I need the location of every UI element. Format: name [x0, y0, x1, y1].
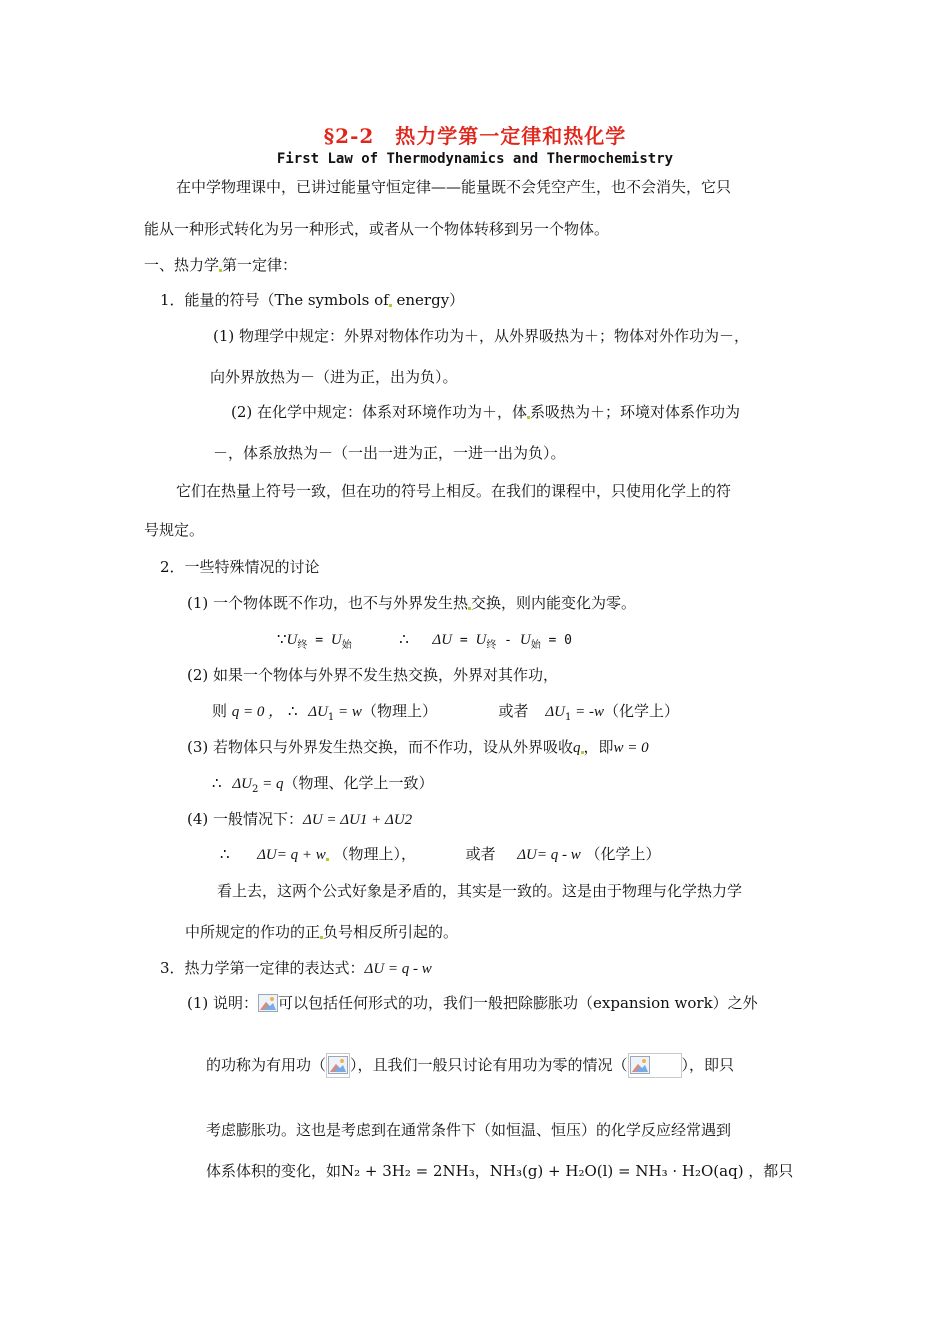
sub-2: 2	[251, 784, 259, 795]
item1-heading-part-1: 1．能量的符号（The symbols of	[160, 291, 389, 309]
section-heading	[144, 255, 297, 275]
page-subtitle: First Law of Thermodynamics and Thermochemistry	[276, 151, 674, 167]
mark-dot	[326, 858, 329, 861]
first-law-equation: ΔU = q - w	[364, 961, 432, 977]
equation-image-placeholder	[326, 1053, 350, 1078]
broken-image-icon	[258, 994, 278, 1012]
sub-end: 终	[297, 640, 308, 651]
item1-p1-line-2: 向外界放热为－（进为正，出为负）。	[210, 368, 458, 386]
equation-image-placeholder	[628, 1053, 682, 1078]
delta-u2: ΔU	[232, 776, 252, 792]
equals: =	[307, 633, 331, 648]
q-zero: q = 0 ，	[231, 704, 284, 720]
item3-p3: 考虑膨胀功。这也是考虑到在通常条件下（如恒温、恒压）的化学反应经常遇到	[206, 1121, 732, 1139]
item2-case-3-equation	[212, 773, 433, 800]
broken-image-icon	[630, 1056, 650, 1074]
item1-p1-line-1: (1) 物理学中规定：外界对物体作功为＋，从外界吸热为＋；物体对外作功为－，	[213, 327, 750, 345]
therefore-symbol: ∴	[220, 845, 230, 863]
item2-case-3-mid: ，即	[583, 738, 614, 756]
item3-heading-text: 3．热力学第一定律的表达式：	[160, 959, 365, 977]
intro-line-2: 能从一种形式转化为另一种形式，或者从一个物体转移到另一个物体。	[144, 220, 610, 238]
w-zero: w = 0	[613, 740, 649, 756]
physics-note: （物理上）	[361, 702, 437, 720]
item3-p2-b: ），且我们一般只讨论有用功为零的情况（	[350, 1056, 628, 1074]
item2-case-3	[187, 737, 649, 758]
general-equation: ΔU = ΔU1 + ΔU2	[303, 812, 413, 828]
item1-heading	[160, 290, 464, 310]
zero: = 0	[540, 633, 572, 648]
equals: =	[452, 633, 476, 648]
item2-case-3-text: (3) 若物体只与外界发生热交换，而不作功，设从外界吸收	[187, 738, 574, 756]
item1-summary-line-1: 它们在热量上符号一致，但在功的符号上相反。在我们的课程中，只使用化学上的符	[176, 482, 732, 500]
item2-case-1	[187, 593, 636, 613]
item2-case-4	[187, 809, 412, 830]
item2-heading: 2．一些特殊情况的讨论	[160, 558, 320, 576]
section-heading-part-2: 第一定律：	[222, 256, 298, 274]
or-text: 或者	[465, 845, 496, 863]
var-u: U	[330, 632, 342, 648]
sub-start: 始	[530, 640, 541, 651]
ze-text: 则	[212, 702, 228, 720]
item3-p2-a: 的功称为有用功（	[206, 1056, 327, 1074]
item2-case-2: (2) 如果一个物体与外界不发生热交换，外界对其作功，	[187, 666, 559, 684]
var-u: U	[475, 632, 487, 648]
item2-case-1b: 交换，则内能变化为零。	[471, 594, 637, 612]
item2-case-2-equation	[212, 701, 679, 728]
item2-case-4-text: (4) 一般情况下：	[187, 810, 304, 828]
sub-1: 1	[564, 712, 572, 723]
item3-p2	[206, 1053, 734, 1078]
var-q: q	[573, 740, 581, 756]
item2-case-4-equations	[220, 844, 661, 865]
item3-p1	[187, 993, 758, 1013]
consistent-note: （物理、化学上一致）	[283, 774, 434, 792]
broken-image-icon	[328, 1056, 348, 1074]
intro-line-1: 在中学物理课中，已讲过能量守恒定律——能量既不会凭空产生，也不会消失，它只	[176, 178, 732, 196]
equals-neg-w: = -w	[571, 704, 604, 720]
equals-q: = q	[258, 776, 284, 792]
delta-u1: ΔU	[545, 704, 565, 720]
chemistry-note: （化学上）	[585, 845, 661, 863]
page-title: §2-2 热力学第一定律和热化学	[323, 124, 627, 148]
item2-explain-line-2	[185, 922, 458, 942]
var-u: U	[286, 632, 298, 648]
item1-p2-line-1a: (2) 在化学中规定：体系对环境作功为＋，体	[231, 403, 528, 421]
or-text: 或者	[498, 702, 529, 720]
physics-note: （物理上），	[333, 845, 417, 863]
chemistry-equation: ΔU= q - w	[517, 847, 581, 863]
item1-p2-line-2: －，体系放热为－（一出一进为正，一进一出为负）。	[213, 444, 566, 462]
item3-p1-text: 可以包括任何形式的功，我们一般把除膨胀功（expansion work）之外	[278, 994, 758, 1012]
sub-start: 始	[341, 640, 352, 651]
sub-end: 终	[486, 640, 497, 651]
item3-heading	[160, 958, 432, 979]
item3-p4: 体系体积的变化，如N₂ + 3H₂ = 2NH₃，NH₃(g) + H₂O(l) = NH₃ · H₂O(aq) ，都只	[206, 1162, 794, 1180]
item1-heading-part-2: energy）	[391, 291, 465, 309]
because-symbol: ∵	[277, 630, 287, 648]
therefore-symbol: ∴	[399, 630, 409, 648]
delta-u1: ΔU	[308, 704, 328, 720]
item2-explain-line-1: 看上去，这两个公式好象是矛盾的，其实是一致的。这是由于物理与化学热力学	[217, 882, 743, 900]
var-u: U	[519, 632, 531, 648]
item2-case-1a: (1) 一个物体既不作功，也不与外界发生热	[187, 594, 469, 612]
item2-explain-line-2a: 中所规定的作功的正	[185, 923, 321, 941]
delta-u: ΔU	[432, 632, 453, 648]
item1-p2-line-1b: 系吸热为＋；环境对体系作功为	[530, 403, 741, 421]
item1-summary-line-2: 号规定。	[144, 521, 205, 539]
therefore-symbol: ∴	[212, 774, 222, 792]
section-heading-part-1: 一、热力学	[144, 256, 220, 274]
item2-explain-line-2b: 负号相反所引起的。	[323, 923, 459, 941]
item3-p2-c: ），即只	[681, 1056, 735, 1074]
physics-equation: ΔU= q + w	[257, 847, 326, 863]
chemistry-note: （化学上）	[603, 702, 679, 720]
equals-w: = w	[334, 704, 362, 720]
item2-case-1-equation	[277, 629, 572, 656]
therefore-symbol: ∴	[287, 702, 298, 720]
item1-p2-line-1	[231, 402, 740, 422]
item3-p1-label: (1) 说明：	[187, 994, 259, 1012]
sub-1: 1	[327, 712, 335, 723]
minus: -	[496, 633, 520, 648]
